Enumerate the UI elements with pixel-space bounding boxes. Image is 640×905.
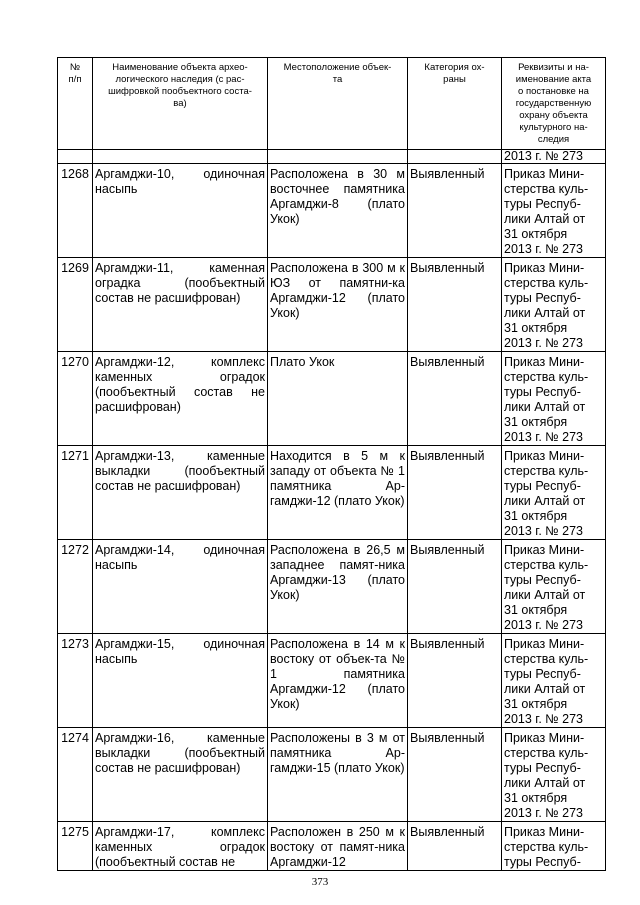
object-name-cell: Аргамджи-13, каменные выкладки (пообъектный состав не расшифрован) xyxy=(93,446,268,540)
act-details-cell: Приказ Мини- стерства куль- туры Респуб- лики Алтай от 31 октября 2013 г. № 273 xyxy=(502,164,606,258)
act-details-cell: Приказ Мини- стерства куль- туры Респуб- лики Алтай от 31 октября 2013 г. № 273 xyxy=(502,258,606,352)
act-details-cell: Приказ Мини- стерства куль- туры Респуб- лики Алтай от 31 октября 2013 г. № 273 xyxy=(502,728,606,822)
continuation-act-text: 2013 г. № 273 xyxy=(502,150,606,164)
object-name-cell: Аргамджи-15, одиночная насыпь xyxy=(93,634,268,728)
page-number: 373 xyxy=(311,876,329,888)
category-cell: Выявленный xyxy=(408,258,502,352)
table-row xyxy=(58,822,606,871)
category-cell: Выявленный xyxy=(408,728,502,822)
category-cell: Выявленный xyxy=(408,540,502,634)
location-cell: Расположен в 250 м к востоку от памят-ника Аргамджи-12 xyxy=(268,822,408,871)
location-cell: Расположена в 300 м к ЮЗ от памятни-ка Аргамджи-12 (плато Укок) xyxy=(268,258,408,352)
act-details-cell: Приказ Мини- стерства куль- туры Респуб- лики Алтай от 31 октября 2013 г. № 273 xyxy=(502,352,606,446)
header-location: Местоположение объек- та xyxy=(268,58,408,150)
act-details-cell: Приказ Мини- стерства куль- туры Респуб- лики Алтай от 31 октября 2013 г. № 273 xyxy=(502,446,606,540)
header-act-details: Реквизиты и на- именование акта о постановке на государственную охрану объекта культурного на- следия xyxy=(502,58,606,150)
location-cell: Расположены в 3 м от памятника Ар-гамджи-15 (плато Укок) xyxy=(268,728,408,822)
row-number: 1268 xyxy=(58,164,93,258)
table-row xyxy=(58,728,606,822)
table-header-row xyxy=(58,58,606,150)
object-name-cell: Аргамджи-10, одиночная насыпь xyxy=(93,164,268,258)
header-object-name: Наименование объекта архео- логического наследия (с рас- шифровкой пообъектного соста- ва) xyxy=(93,58,268,150)
location-cell: Находится в 5 м к западу от объекта № 1 памятника Ар-гамджи-12 (плато Укок) xyxy=(268,446,408,540)
header-number: № п/п xyxy=(58,58,93,150)
category-cell: Выявленный xyxy=(408,634,502,728)
row-number: 1271 xyxy=(58,446,93,540)
continuation-row xyxy=(58,150,606,164)
row-number: 1269 xyxy=(58,258,93,352)
location-cell: Расположена в 30 м восточнее памятника Аргамджи-8 (плато Укок) xyxy=(268,164,408,258)
object-name-cell: Аргамджи-14, одиночная насыпь xyxy=(93,540,268,634)
object-name-cell: Аргамджи-16, каменные выкладки (пообъектный состав не расшифрован) xyxy=(93,728,268,822)
location-cell: Расположена в 26,5 м западнее памят-ника Аргамджи-13 (плато Укок) xyxy=(268,540,408,634)
row-number: 1272 xyxy=(58,540,93,634)
heritage-registry-table xyxy=(57,57,606,871)
location-cell: Плато Укок xyxy=(268,352,408,446)
category-cell: Выявленный xyxy=(408,352,502,446)
row-number: 1270 xyxy=(58,352,93,446)
table-row xyxy=(58,164,606,258)
header-protection-category: Категория ох- раны xyxy=(408,58,502,150)
category-cell: Выявленный xyxy=(408,164,502,258)
act-details-cell: Приказ Мини- стерства куль- туры Респуб- xyxy=(502,822,606,871)
category-cell: Выявленный xyxy=(408,446,502,540)
table-row xyxy=(58,258,606,352)
table-row xyxy=(58,352,606,446)
category-cell: Выявленный xyxy=(408,822,502,871)
row-number: 1273 xyxy=(58,634,93,728)
table-row xyxy=(58,634,606,728)
table-row xyxy=(58,446,606,540)
object-name-cell: Аргамджи-12, комплекс каменных оградок (пообъектный состав не расшифрован) xyxy=(93,352,268,446)
object-name-cell: Аргамджи-11, каменная оградка (пообъектный состав не расшифрован) xyxy=(93,258,268,352)
location-cell: Расположена в 14 м к востоку от объек-та № 1 памятника Аргамджи-12 (плато Укок) xyxy=(268,634,408,728)
act-details-cell: Приказ Мини- стерства куль- туры Респуб- лики Алтай от 31 октября 2013 г. № 273 xyxy=(502,540,606,634)
table-row xyxy=(58,540,606,634)
row-number: 1275 xyxy=(58,822,93,871)
row-number: 1274 xyxy=(58,728,93,822)
act-details-cell: Приказ Мини- стерства куль- туры Респуб- лики Алтай от 31 октября 2013 г. № 273 xyxy=(502,634,606,728)
object-name-cell: Аргамджи-17, комплекс каменных оградок (пообъектный состав не xyxy=(93,822,268,871)
